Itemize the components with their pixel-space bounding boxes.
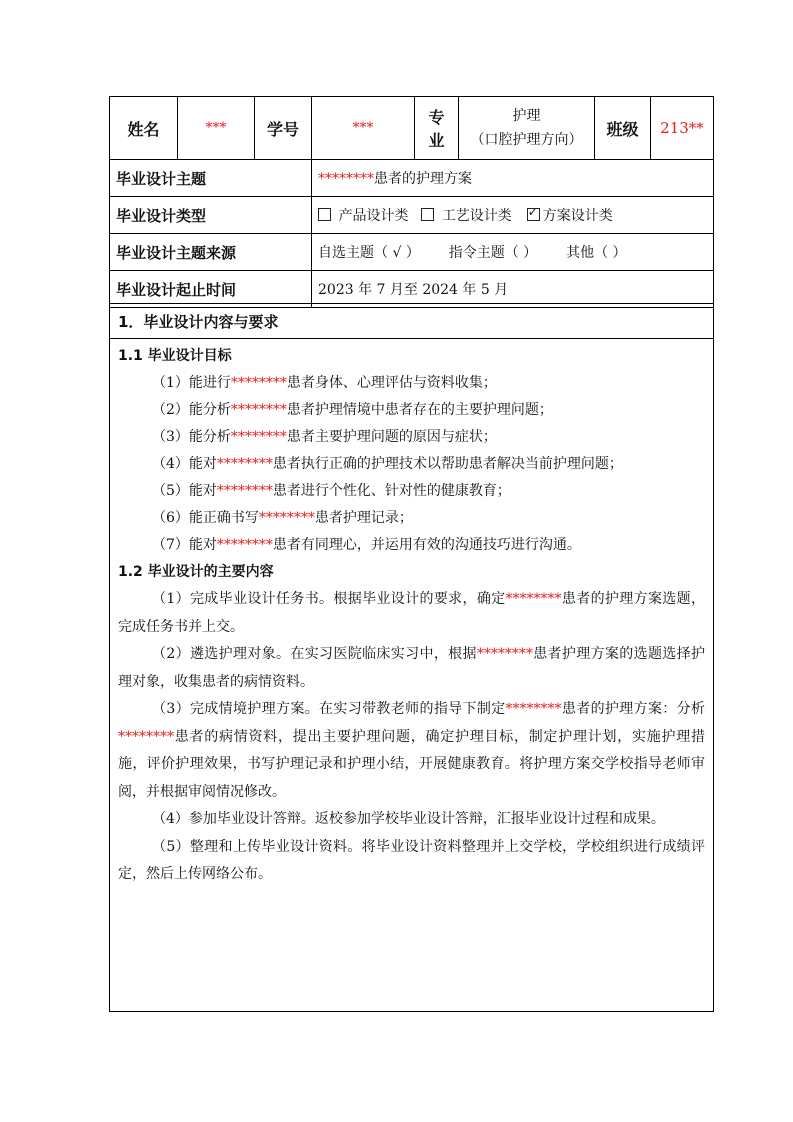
content-paragraph-3 [118, 696, 705, 806]
student-id-value: *** [312, 97, 415, 160]
paragraph-text: 患者的护理方案选题，完成任务书并上交。 [118, 591, 706, 635]
section-title: 1．毕业设计内容与要求 [110, 304, 713, 339]
paragraph-text: 患者护理方案的选题选择护理对象，收集患者的病情资料。 [118, 646, 706, 690]
paragraph-mask: ******** [476, 646, 533, 662]
major-label: 专业 [415, 97, 459, 160]
goal-mask: ******** [230, 375, 287, 391]
goal-prefix: （1）能进行 [152, 375, 231, 391]
major-value-line1: 护理 [512, 108, 541, 124]
paragraph-mask: ******** [505, 701, 562, 717]
content-paragraph-4: （4）参加毕业设计答辩。返校参加学校毕业设计答辩，汇报毕业设计过程和成果。 [152, 811, 665, 827]
type-options [312, 197, 714, 234]
goal-text: 患者进行个性化、针对性的健康教育； [272, 483, 511, 499]
paragraph-text: （2）遴选护理对象。在实习医院临床实习中，根据 [152, 646, 477, 662]
goal-text: 患者主要护理问题的原因与症状； [286, 429, 497, 445]
goal-prefix: （4）能对 [152, 456, 217, 472]
goal-prefix: （6）能正确书写 [152, 510, 259, 526]
type-label: 毕业设计类型 [110, 197, 312, 234]
goal-item [118, 397, 705, 424]
name-label: 姓名 [110, 97, 178, 160]
source-option-other: 其他（ ） [566, 245, 627, 261]
checkbox-process[interactable] [421, 208, 434, 221]
goals-heading: 1.1 毕业设计目标 [118, 348, 232, 364]
major-value-line2: （口腔护理方向） [470, 132, 583, 148]
goal-prefix: （2）能分析 [152, 402, 231, 418]
topic-value [312, 160, 714, 197]
goal-prefix: （7）能对 [152, 537, 217, 553]
paragraph-mask: ******** [505, 591, 562, 607]
paragraph-text: （1）完成毕业设计任务书。根据毕业设计的要求，确定 [152, 591, 506, 607]
name-value: *** [178, 97, 255, 160]
goal-text: 患者执行正确的护理技术以帮助患者解决当前护理问题； [272, 456, 623, 472]
type-option-process: 工艺设计类 [441, 208, 512, 224]
topic-value-text: 患者的护理方案 [374, 171, 472, 187]
paragraph-text: 患者的护理方案：分析 [561, 701, 706, 717]
topic-label: 毕业设计主题 [110, 160, 312, 197]
type-option-product: 产品设计类 [338, 208, 409, 224]
period-label: 毕业设计起止时间 [110, 271, 312, 308]
content-paragraph-5: （5）整理和上传毕业设计资料。将毕业设计资料整理并上交学校，学校组织进行成绩评定，然后上传网络公布。 [118, 838, 705, 882]
goal-mask: ******** [230, 402, 287, 418]
goal-text: 患者护理情境中患者存在的主要护理问题； [286, 402, 553, 418]
paragraph-text: （3）完成情境护理方案。在实习带教老师的指导下制定 [152, 701, 506, 717]
content-box [109, 303, 714, 1012]
goal-mask: ******** [216, 483, 273, 499]
class-value: 213** [651, 97, 714, 160]
goal-item [118, 532, 705, 559]
class-label: 班级 [595, 97, 651, 160]
type-option-plan: 方案设计类 [542, 208, 613, 224]
checkbox-plan-checked[interactable] [527, 208, 540, 221]
period-value: 2023 年 7 月至 2024 年 5 月 [312, 271, 714, 308]
source-option-self: 自选主题（ √ ） [318, 245, 420, 261]
major-value [459, 97, 595, 160]
goal-text: 患者护理记录； [314, 510, 413, 526]
goal-mask: ******** [230, 429, 287, 445]
topic-value-mask: ******** [318, 171, 374, 187]
content-paragraph-2 [118, 641, 705, 696]
goal-text: 患者身体、心理评估与资料收集； [286, 375, 497, 391]
goal-mask: ******** [258, 510, 315, 526]
goal-mask: ******** [216, 537, 273, 553]
goal-prefix: （3）能分析 [152, 429, 231, 445]
goal-item [118, 505, 705, 532]
goal-item [118, 370, 705, 397]
source-option-assigned: 指令主题（ ） [448, 245, 538, 261]
goal-item [118, 478, 705, 505]
section-content [110, 339, 713, 889]
goal-prefix: （5）能对 [152, 483, 217, 499]
student-id-label: 学号 [255, 97, 312, 160]
goal-text: 患者有同理心，并运用有效的沟通技巧进行沟通。 [272, 537, 581, 553]
goal-item [118, 424, 705, 451]
paragraph-mask: ******** [118, 728, 174, 745]
main-content-heading: 1.2 毕业设计的主要内容 [118, 564, 274, 580]
paragraph-text: 患者的病情资料，提出主要护理问题，确定护理目标，制定护理计划，实施护理措施，评价护理效果，书写护理记录和护理小结，开展健康教育。将护理方案交学校指导老师审阅，并根据审阅情况修改。 [118, 728, 705, 800]
goal-mask: ******** [216, 456, 273, 472]
goal-item [118, 451, 705, 478]
source-label: 毕业设计主题来源 [110, 234, 312, 271]
content-paragraph-1 [118, 586, 705, 641]
checkbox-product[interactable] [318, 208, 331, 221]
source-options [312, 234, 714, 271]
info-table [109, 96, 714, 308]
